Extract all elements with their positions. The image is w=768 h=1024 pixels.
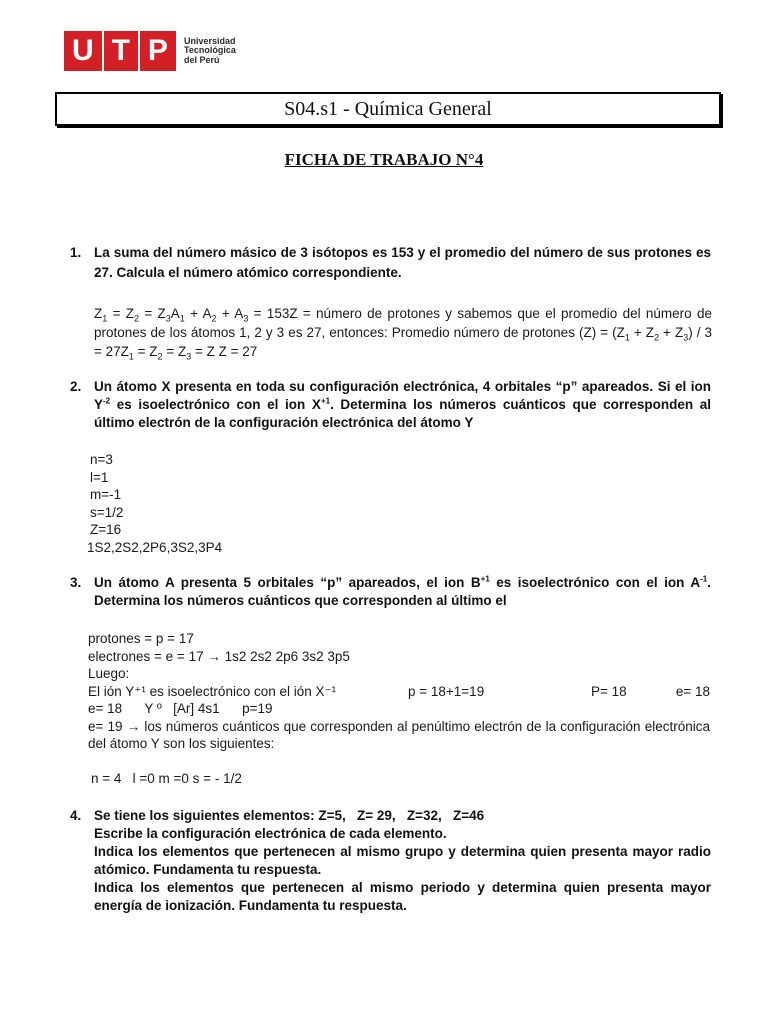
worksheet-subtitle — [0, 150, 768, 170]
answer-text: + Z — [629, 325, 655, 340]
answer-line: e= 19 → los números cuánticos que corresponden al penúltimo electrón de la configuración electrónica del átomo Y son los siguientes: — [88, 718, 710, 751]
answer-line: n = 4 l =0 m =0 s = - 1/2 — [91, 770, 242, 786]
answer-line: Z=16 — [90, 522, 122, 537]
logo-letter-p: P — [147, 34, 168, 67]
superscript: +1 — [480, 574, 490, 584]
subscript: 2 — [211, 313, 217, 324]
logo-separator — [102, 31, 104, 71]
superscript: -2 — [103, 396, 111, 406]
logo-separator — [138, 31, 140, 71]
logo-letter-u: U — [71, 34, 94, 67]
answer-line: m=-1 — [90, 487, 122, 502]
answer-text: = Z — [107, 306, 134, 321]
logo-wordmark — [184, 37, 236, 66]
answer-text: Z — [94, 306, 103, 321]
subscript: 2 — [134, 313, 140, 324]
subscript: 1 — [179, 313, 185, 324]
logo-line: del Perú — [184, 54, 220, 65]
subscript: 3 — [165, 313, 171, 324]
subscript: 2 — [654, 332, 660, 343]
answer-text: P= 18 — [591, 683, 627, 699]
answer-text: e= 18 — [675, 683, 710, 699]
logo-line: Universidad — [184, 35, 236, 46]
superscript: -1 — [700, 574, 708, 584]
question-number: 1. — [70, 245, 82, 260]
answer-line: e= 18 Y º [Ar] 4s1 p=19 — [88, 701, 273, 716]
answer-text: ) / 3 = 27Z — [94, 325, 712, 359]
subscript: 1 — [128, 351, 134, 362]
answer-text: A — [170, 306, 180, 321]
question-text-part: es isoelectrónico con el ion X — [110, 397, 321, 412]
question-text: Indica los elementos que pertenecen al mismo periodo y determina quien presenta mayor energía de ionización. Fundamenta tu respuesta. — [94, 880, 711, 913]
logo-mark — [64, 31, 176, 71]
answer-line: l=1 — [90, 469, 109, 485]
logo-letter-t: T — [111, 34, 130, 67]
answer-line: Luego: — [88, 666, 130, 681]
answer-text: + A — [184, 306, 212, 321]
answer-2 — [87, 451, 223, 556]
subscript: 2 — [157, 351, 163, 362]
question-text — [94, 574, 711, 610]
answer-line — [88, 683, 710, 701]
answer-text: = Z — [162, 344, 187, 359]
question-2 — [70, 378, 711, 432]
question-number: 4. — [70, 808, 82, 823]
question-text-part: Un átomo A presenta 5 orbitales “p” apareados, el ion B — [94, 575, 481, 590]
answer-text: + A — [216, 306, 244, 321]
subscript: 1 — [624, 332, 630, 343]
answer-line: electrones = e = 17 → 1s2 2s2 2p6 3s2 3p5 — [88, 648, 350, 664]
question-text: Indica los elementos que pertenecen al mismo grupo y determina quien presenta mayor radio atómico. Fundamenta tu respuesta. — [94, 844, 711, 877]
question-3 — [70, 574, 711, 610]
subscript: 1 — [102, 313, 108, 324]
answer-text: = Z — [139, 306, 166, 321]
course-title-box — [55, 92, 721, 126]
question-text: La suma del número másico de 3 isótopos es 153 y el promedio del número de sus protones es 27. Calcula el número atómico correspondiente. — [94, 245, 711, 280]
question-text: Se tiene los siguientes elementos: Z=5, Z= 29, Z=32, Z=46 — [94, 808, 485, 823]
worksheet-subtitle-text: FICHA DE TRABAJO N°4 — [284, 150, 484, 169]
course-title: S04.s1 - Química General — [284, 97, 492, 120]
logo-line: Tecnológica — [184, 45, 236, 56]
answer-text: + Z — [659, 325, 684, 340]
question-number: 2. — [70, 379, 82, 394]
answer-3 — [88, 630, 710, 787]
question-text-part: . Determina los números cuánticos que corresponden al último el — [94, 575, 711, 608]
answer-text: = Z — [133, 344, 158, 359]
answer-text: = 153Z = número de protones y sabemos que el promedio del número de protones de los átomos 1, 2 y 3 es 27, entonces: Promedio número de protones (Z) = (Z — [94, 306, 712, 340]
answer-line: protones = p = 17 — [88, 631, 194, 646]
question-text: Escribe la configuración electrónica de cada elemento. — [94, 826, 447, 841]
utp-logo — [64, 31, 236, 71]
answer-line: 1S2,2S2,2P6,3S2,3P4 — [87, 539, 223, 555]
subscript: 3 — [683, 332, 689, 343]
answer-1 — [94, 304, 712, 361]
answer-text: = Z Z = 27 — [191, 344, 258, 359]
answer-text: El ión Y⁺¹ es isoelectrónico con el ión X⁻¹ — [88, 683, 337, 699]
question-text-part: Un átomo X presenta en toda su configuración electrónica, 4 orbitales “p” apareados. Si el ion Y — [94, 379, 711, 412]
question-text-part: . Determina los números cuánticos que corresponden al último electrón de la configuración electrónica del átomo Y — [94, 397, 712, 430]
answer-line: n=3 — [90, 452, 113, 467]
subscript: 3 — [186, 351, 192, 362]
subscript: 3 — [243, 313, 249, 324]
question-text-part: es isoelectrónico con el ion A — [489, 575, 701, 590]
question-4 — [70, 807, 711, 915]
answer-line: s=1/2 — [90, 504, 124, 520]
superscript: +1 — [320, 396, 331, 406]
question-1 — [70, 243, 711, 283]
question-number: 3. — [70, 575, 82, 590]
answer-text: p = 18+1=19 — [408, 683, 485, 699]
question-text — [94, 378, 711, 432]
